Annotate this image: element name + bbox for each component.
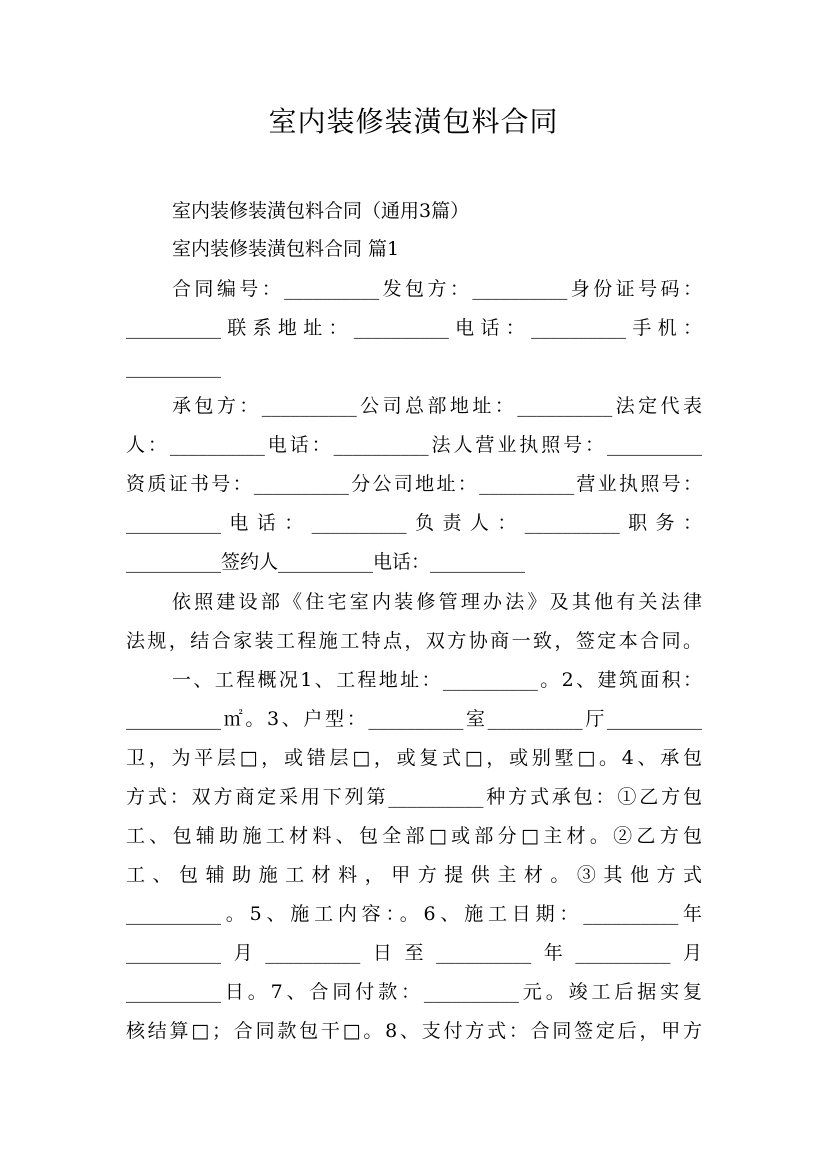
paragraph-line: 方式：双方商定采用下列第__________种方式承包：①乙方包 (126, 786, 702, 808)
paragraph-line: 依照建设部《住宅室内装修管理办法》及其他有关法律 (172, 591, 702, 613)
paragraph-line: __________联系地址：__________电话：__________手机： (126, 317, 702, 339)
subtitle-line: 室内装修装潢包料合同（通用3篇） (172, 200, 470, 222)
paragraph-line: __________。5、施工内容：。6、施工日期：__________年 (126, 903, 702, 925)
paragraph-line: 法规，结合家装工程施工特点，双方协商一致，签定本合同。 (126, 630, 702, 652)
paragraph-line: 资质证书号：__________分公司地址：__________营业执照号： (126, 473, 702, 495)
paragraph-line: 工、包辅助施工材料、包全部□或部分□主材。②乙方包 (126, 825, 702, 847)
paragraph-line: 一、工程概况1、工程地址：__________。2、建筑面积： (172, 669, 702, 691)
paragraph-line: 核结算□；合同款包干□。8、支付方式：合同签定后，甲方 (126, 1020, 702, 1042)
document-title: 室内装修装潢包料合同 (268, 105, 559, 138)
paragraph-line: __________月__________日至__________年__________月 (126, 942, 702, 964)
paragraph-line: 合同编号：__________发包方：__________身份证号码： (172, 278, 702, 300)
paragraph-line: __________签约人__________电话：__________ (126, 551, 526, 573)
paragraph-line: 卫，为平层□，或错层□，或复式□，或别墅□。4、承包 (126, 747, 702, 769)
paragraph-line: 工、包辅助施工材料，甲方提供主材。③其他方式 (126, 864, 702, 886)
section-heading: 室内装修装潢包料合同 篇1 (172, 238, 400, 260)
paragraph-line: 承包方：__________公司总部地址：__________法定代表 (172, 395, 702, 417)
paragraph-line: __________ (126, 356, 221, 378)
paragraph-line: 人：__________电话：__________法人营业执照号：__________ (126, 434, 702, 456)
paragraph-line: __________日。7、合同付款：__________元。竣工后据实复 (126, 981, 702, 1003)
paragraph-line: __________㎡。3、户型：__________室__________厅__________ (126, 708, 702, 730)
paragraph-line: __________电话：__________负责人：__________职务： (126, 512, 702, 534)
